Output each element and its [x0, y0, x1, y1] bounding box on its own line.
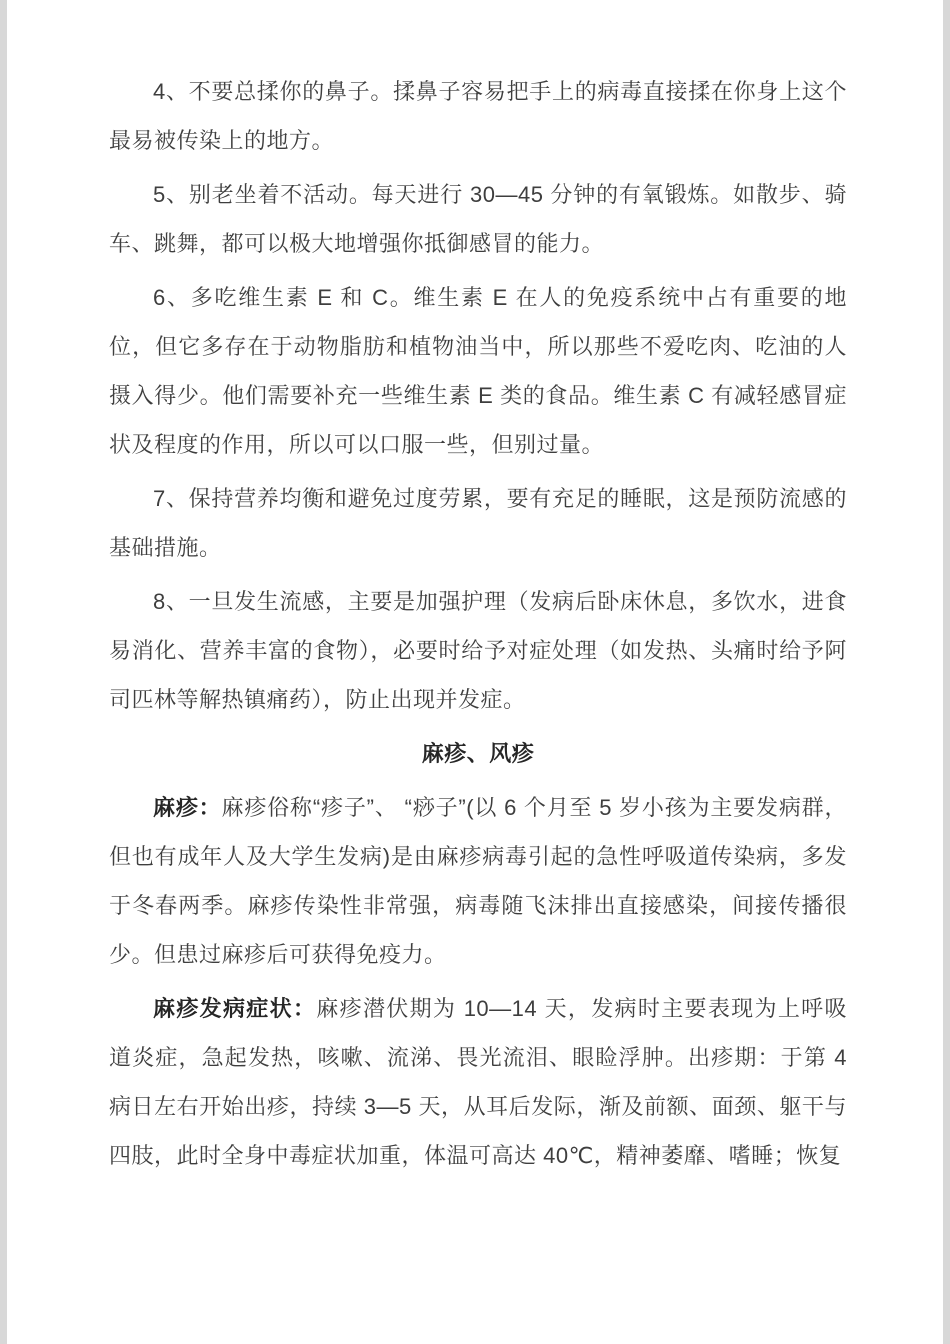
measles-symptoms-lead: 麻疹发病症状：: [153, 996, 317, 1021]
paragraph-tip-7: 7、保持营养均衡和避免过度劳累，要有充足的睡眠，这是预防流感的基础措施。: [109, 486, 847, 560]
paragraph-measles-symptoms: [109, 984, 847, 1180]
document-page: [7, 0, 943, 1344]
paragraph-tip-4: 4、不要总揉你的鼻子。揉鼻子容易把手上的病毒直接揉在你身上这个最易被传染上的地方。: [109, 79, 847, 153]
section-heading-measles-rubella: 麻疹、风疹: [421, 741, 535, 766]
measles-symptoms-text: 麻疹潜伏期为 10—14 天，发病时主要表现为上呼吸道炎症，急起发热，咳嗽、流涕、畏光流泪、眼睑浮肿。出疹期：于第 4 病日左右开始出疹，持续 3—5 天，从耳后发际，渐及前额、面颈、躯干与四肢，此时全身中毒症状加重，体温可高达 40℃，精神萎靡、嗜睡；恢复: [109, 996, 847, 1168]
paragraph-tip-5: 5、别老坐着不活动。每天进行 30—45 分钟的有氧锻炼。如散步、骑车、跳舞，都可以极大地增强你抵御感冒的能力。: [109, 182, 847, 256]
measles-intro-lead: 麻疹：: [153, 795, 222, 820]
paragraph-measles-intro: [109, 783, 847, 979]
paragraph-tip-8: 8、一旦发生流感，主要是加强护理（发病后卧床休息，多饮水，进食易消化、营养丰富的食物），必要时给予对症处理（如发热、头痛时给予阿司匹林等解热镇痛药），防止出现并发症。: [109, 589, 847, 712]
measles-intro-text: 麻疹俗称“疹子”、 “痧子”(以 6 个月至 5 岁小孩为主要发病群，但也有成年人及大学生发病)是由麻疹病毒引起的急性呼吸道传染病，多发于冬春两季。麻疹传染性非常强，病毒随飞沫排出直接感染，间接传播很少。但患过麻疹后可获得免疫力。: [109, 795, 847, 967]
paragraph-tip-6: 6、多吃维生素 E 和 C。维生素 E 在人的免疫系统中占有重要的地位，但它多存在于动物脂肪和植物油当中，所以那些不爱吃肉、吃油的人摄入得少。他们需要补充一些维生素 E 类的食品。维生素 C 有减轻感冒症状及程度的作用，所以可以口服一些，但别过量。: [109, 285, 847, 457]
